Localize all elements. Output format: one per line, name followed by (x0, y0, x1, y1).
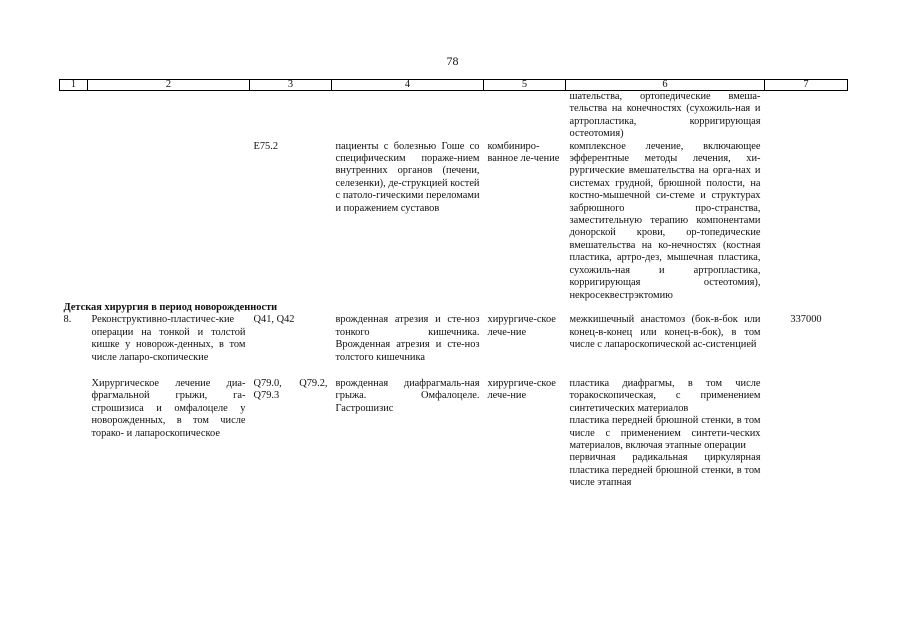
column-header-5: 5 (484, 80, 566, 91)
column-header-6: 6 (566, 80, 765, 91)
table-row-e752 (60, 141, 848, 302)
procedures-table (59, 79, 848, 490)
treatment-type-cell: комбиниро-ванное ле-чение (487, 140, 560, 165)
method-item-1: пластика диафрагмы, в том числе торакоскопическая, с применением синтетических материалов (569, 377, 761, 414)
diagnosis-code-cell: Q79.0, Q79.2, Q79.3 (253, 377, 328, 402)
patient-model-cell: врожденная атрезия и сте-ноз тонкого кишечника. Врожденная атрезия и сте-ноз толстого кишечника (335, 314, 480, 363)
method-cell: межкишечный анастомоз (бок-в-бок или конец-в-конец или конец-в-бок), в том числе с лапароскопической ас-систенцией (569, 314, 761, 351)
column-header-3: 3 (250, 80, 332, 91)
column-header-2: 2 (88, 80, 250, 91)
treatment-type-cell: хирургиче-ское лече-ние (487, 377, 556, 402)
cost-cell: 337000 (790, 314, 822, 326)
method-item-3: первичная радикальная циркулярная пластика передней брюшной стенки, в том числе этапная (569, 452, 761, 489)
treatment-type-cell: хирургиче-ское лече-ние (487, 314, 556, 338)
method-cell (566, 364, 765, 490)
column-header-7: 7 (765, 80, 848, 91)
procedure-name-cell: Реконструктивно-пластичес-кие операции на тонкой и толстой кишке у новорож-денных, в том числе лапаро-скопические (91, 314, 246, 363)
patient-model-cell: врожденная диафрагмаль-ная грыжа. Омфалоцеле. Гастрошизис (335, 377, 480, 414)
table-row-8 (60, 314, 848, 364)
page-number: 78 (446, 54, 459, 68)
procedure-name-cell: Хирургическое лечение диа-фрагмальной грыжи, га-строшизиса и омфалоцеле у новорожденных, в том числе торако- и лапароскопическое (91, 377, 246, 439)
diagnosis-code-cell: E75.2 (253, 140, 279, 152)
diagnosis-code-cell: Q41, Q42 (253, 314, 295, 326)
column-header-4: 4 (332, 80, 484, 91)
patient-model-cell: пациенты с болезнью Гоше со специфическим пораже-нием внутренних органов (печени, селезенки), де-струкцией костей с патоло-гическими переломами и поражением суставов (335, 140, 480, 214)
method-cell: шательства, ортопедические вмеша-тельства на конечностях (сухожиль-ная и артропластика, корригирующая остеотомия) (569, 91, 761, 140)
method-item-2: пластика передней брюшной стенки, в том числе с применением синтети-ческих материалов, включая этапные операции (569, 415, 761, 451)
section-heading-row (60, 302, 848, 314)
method-cell: комплексное лечение, включающее эфферентные методы лечения, хи-рургические вмешательства на орга-нах и системах грудной, брюшной полости, на костно-мышечной си-стеме и структурах забрюшного про-странства, заместительную терапию компонентами донорской крови, ор-топедические вмешательства на ко-нечностях (костная пластика, артро-дез, мышечная пластика, сухожиль-ная и артропластика, корригирующая остеотомия), некросеквестрэктомию (569, 140, 761, 301)
section-title: Детская хирургия в период новорожденности (63, 301, 278, 313)
table-row-8b (60, 364, 848, 490)
row-number-cell: 8. (63, 314, 72, 326)
column-header-1: 1 (60, 80, 88, 91)
column-number-row (60, 80, 848, 91)
table-row-continuation (60, 91, 848, 141)
